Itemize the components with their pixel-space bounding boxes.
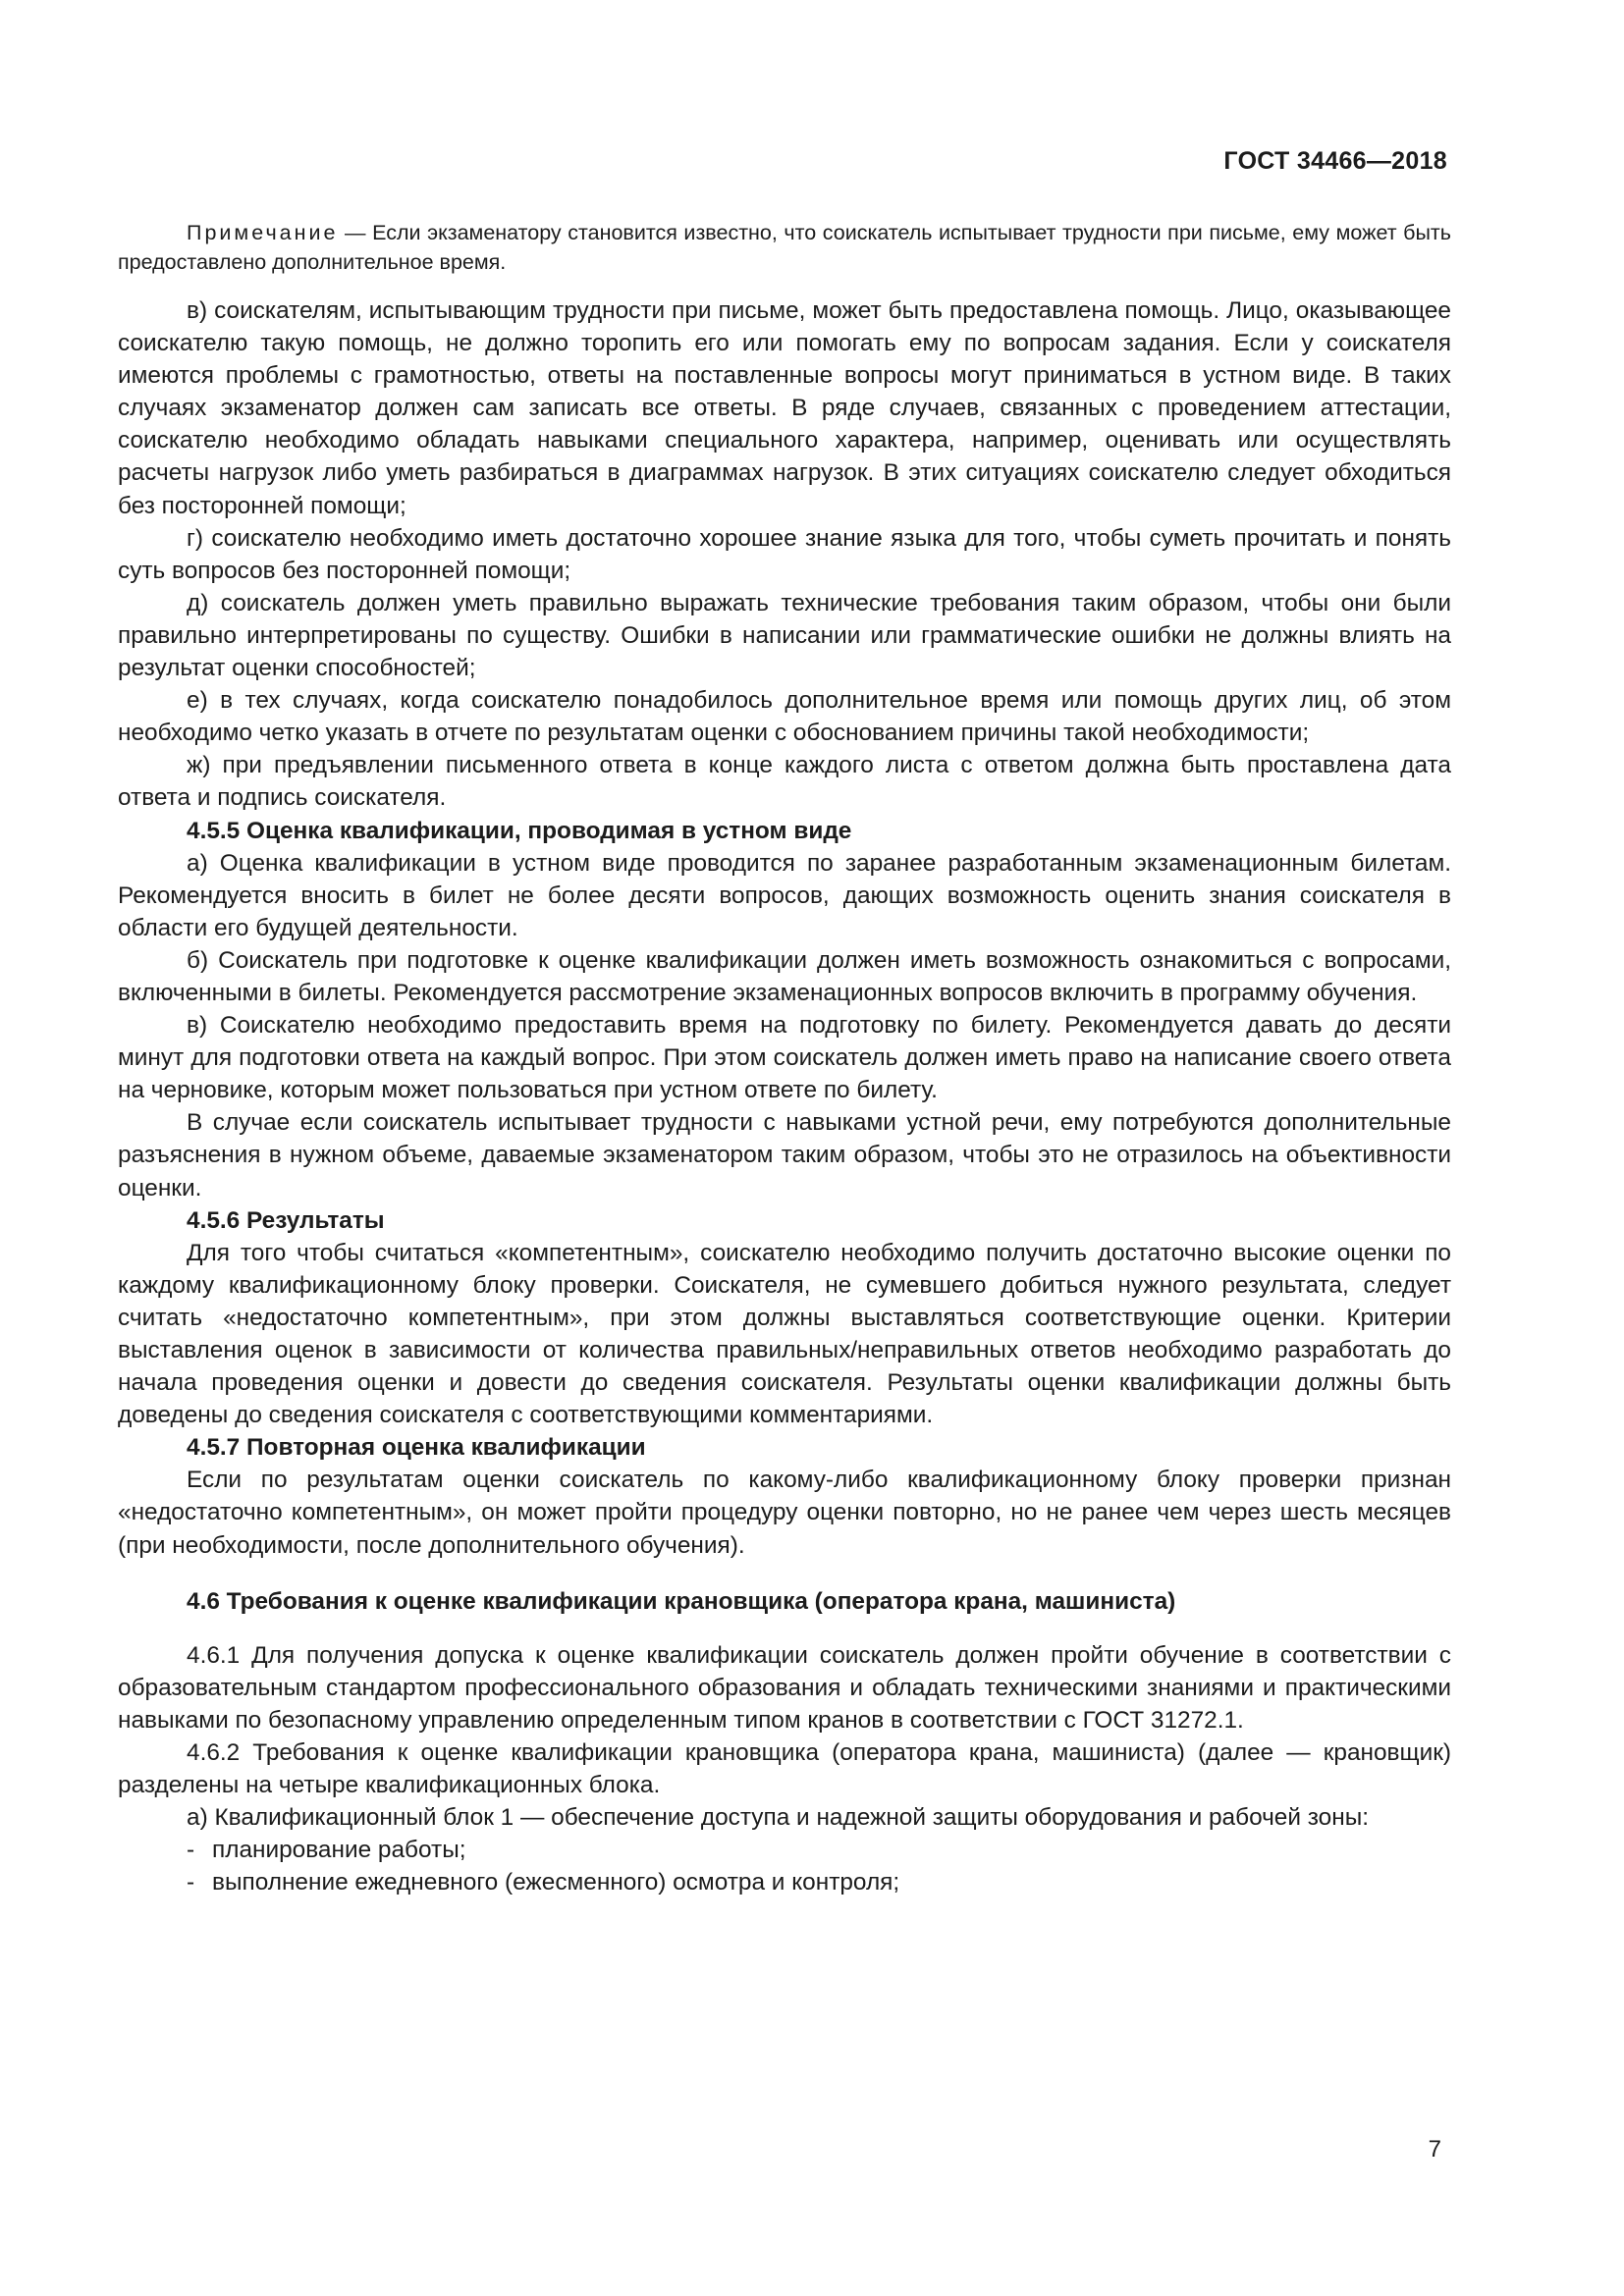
paragraph-4-6-2-a: а) Квалификационный блок 1 — обеспечение доступа и надежной защиты оборудования и рабочей зоны:	[187, 1804, 1370, 1832]
note-text: — Если экзаменатору становится известно, что соискатель испытывает трудности при письме, ему может быть предоставлено дополнительное время.	[118, 221, 1451, 274]
paragraph-4-5-5-v: в) Соискателю необходимо предоставить время на подготовку по билету. Рекомендуется давать до десяти минут для подготовки ответа на каждый вопрос. При этом соискатель должен иметь право на написание своего ответа на черновике, которым может пользоваться при устном ответе по билету.	[118, 1012, 1451, 1104]
subsection-heading-4-5-6: 4.5.6 Результаты	[187, 1206, 385, 1234]
dash-marker: -	[187, 1837, 195, 1864]
list-item-g: г) соискателю необходимо иметь достаточно хорошее знание языка для того, чтобы суметь прочитать и понять суть вопросов без посторонней помощи;	[118, 524, 1451, 584]
paragraph-4-6-1: 4.6.1 Для получения допуска к оценке квалификации соискатель должен пройти обучение в соответствии с образовательным стандартом профессионального образования и обладать техническими знаниями и практическими навыками по безопасному управлению определенным типом кранов в соответствии с ГОСТ 31272.1.	[118, 1641, 1451, 1734]
list-item-zh: ж) при предъявлении письменного ответа в конце каждого листа с ответом должна быть проставлена дата ответа и подпись соискателя.	[118, 752, 1451, 812]
dash-marker: -	[187, 1869, 195, 1896]
page-number: 7	[1428, 2136, 1441, 2163]
list-item-d: д) соискатель должен уметь правильно выражать технические требования таким образом, чтобы они были правильно интерпретированы по существу. Ошибки в написании или грамматические ошибки не должны влиять на результат оценки способностей;	[118, 589, 1451, 682]
subsection-heading-4-5-5: 4.5.5 Оценка квалификации, проводимая в устном виде	[187, 817, 852, 844]
document-id-header: ГОСТ 34466—2018	[1223, 147, 1447, 175]
paragraph-4-6-2: 4.6.2 Требования к оценке квалификации крановщика (оператора крана, машиниста) (далее — крановщик) разделены на четыре квалификационных блока.	[118, 1739, 1451, 1799]
page-body	[118, 218, 1451, 1899]
paragraph-4-5-6: Для того чтобы считаться «компетентным», соискателю необходимо получить достаточно высокие оценки по каждому квалификационному блоку проверки. Соискателя, не сумевшего добиться нужного результата, следует считать «недостаточно компетентным», при этом должны выставляться соответствующие оценки. Критерии выставления оценок в зависимости от количества правильных/неправильных ответов необходимо разработать до начала проведения оценки и довести до сведения соискателя. Результаты оценки квалификации должны быть доведены до сведения соискателя с соответствующими комментариями.	[118, 1239, 1451, 1429]
dash-list-item	[118, 1834, 1451, 1866]
subsection-heading-4-5-7: 4.5.7 Повторная оценка квалификации	[187, 1434, 646, 1462]
paragraph-4-5-5-speech: В случае если соискатель испытывает трудности с навыками устной речи, ему потребуются дополнительные разъяснения в нужном объеме, даваемые экзаменатором таким образом, чтобы это не отразилось на объективности оценки.	[118, 1109, 1451, 1201]
paragraph-4-5-5-b: б) Соискатель при подготовке к оценке квалификации должен иметь возможность ознакомиться с вопросами, включенными в билеты. Рекомендуется рассмотрение экзаменационных вопросов включить в программу обучения.	[118, 946, 1451, 1006]
dash-list-item	[118, 1866, 1451, 1898]
list-item-v: в) соискателям, испытывающим трудности при письме, может быть предоставлена помощь. Лицо, оказывающее соискателю такую помощь, не должно торопить его или помогать ему по вопросам задания. Если у соискателя имеются проблемы с грамотностью, ответы на поставленные вопросы могут приниматься в устном виде. В таких случаях экзаменатор должен сам записать все ответы. В ряде случаев, связанных с проведением аттестации, соискателю необходимо обладать навыками специального характера, например, оценивать или осуществлять расчеты нагрузок либо уметь разбираться в диаграммах нагрузок. В этих ситуациях соискателю следует обходиться без посторонней помощи;	[118, 297, 1451, 519]
note-paragraph	[118, 218, 1451, 277]
dash-list-item-text: планирование работы;	[212, 1837, 466, 1864]
dash-list-item-text: выполнение ежедневного (ежесменного) осмотра и контроля;	[212, 1869, 900, 1896]
section-heading-4-6: 4.6 Требования к оценке квалификации крановщика (оператора крана, машиниста)	[187, 1587, 1176, 1615]
note-label: Примечание	[187, 221, 339, 244]
paragraph-4-5-5-a: а) Оценка квалификации в устном виде проводится по заранее разработанным экзаменационным билетам. Рекомендуется вносить в билет не более десяти вопросов, дающих возможность оценить знания соискателя в области его будущей деятельности.	[118, 849, 1451, 941]
paragraph-4-5-7: Если по результатам оценки соискатель по какому-либо квалификационному блоку проверки признан «недостаточно компетентным», он может пройти процедуру оценки повторно, но не ранее чем через шесть месяцев (при необходимости, после дополнительного обучения).	[118, 1467, 1451, 1559]
list-item-e: е) в тех случаях, когда соискателю понадобилось дополнительное время или помощь других лиц, об этом необходимо четко указать в отчете по результатам оценки с обоснованием причины такой необходимости;	[118, 687, 1451, 747]
